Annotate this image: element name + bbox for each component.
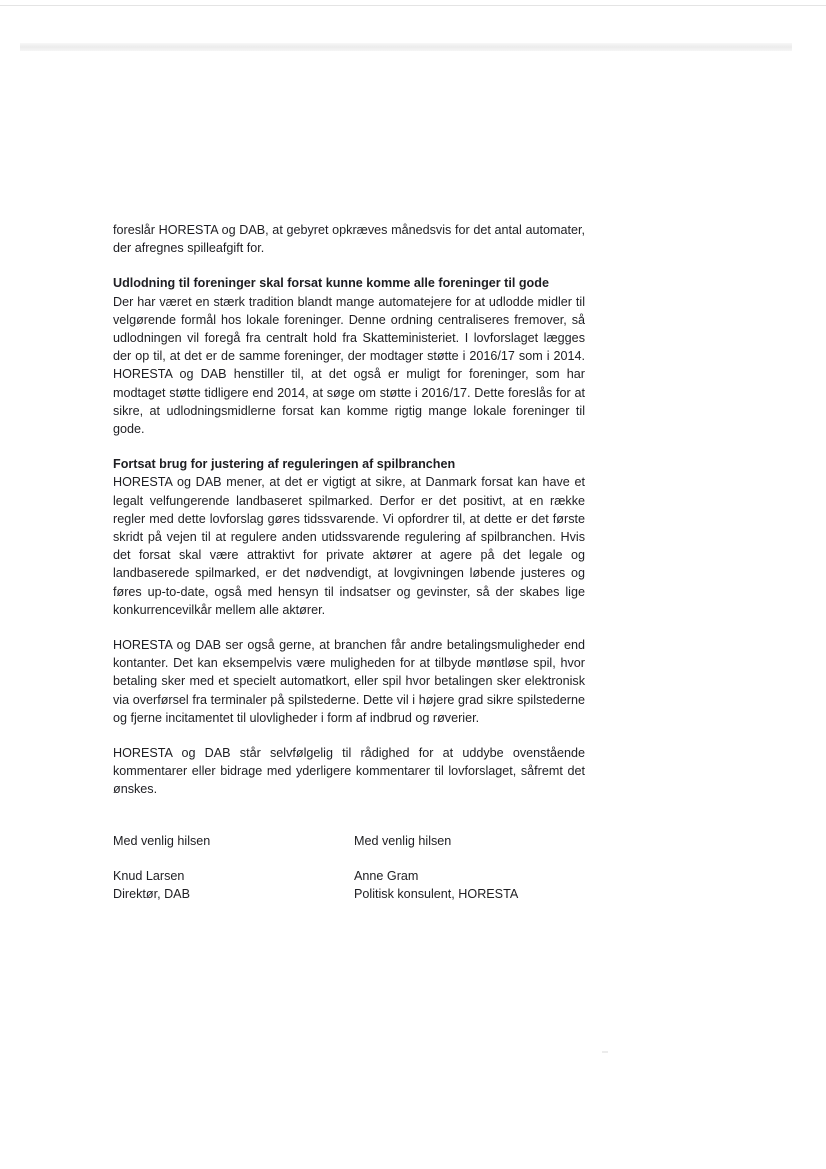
scan-header-band <box>20 43 792 51</box>
spacer <box>113 727 585 744</box>
signature-horesta <box>354 832 594 904</box>
signature-greeting: Med venlig hilsen <box>354 834 452 848</box>
spacer <box>113 438 585 455</box>
spacer <box>113 619 585 636</box>
section-heading-udlodning: Udlodning til foreninger skal forsat kunne komme alle foreninger til gode <box>113 276 549 291</box>
letter-body <box>113 221 585 799</box>
paragraph-closing: HORESTA og DAB står selvfølgelig til rådighed for at uddybe ovenstående kommentarer eller bidrage med yderligere kommentarer til lovforslaget, såfremt det ønskes. <box>113 746 585 797</box>
signature-greeting: Med venlig hilsen <box>113 834 211 848</box>
section-paragraph-udlodning: Der har været en stærk tradition blandt mange automatejere for at udlodde midler til velgørende formål hos lokale foreninger. Denne ordning centraliseres fremover, så udlodningen vil foregå fra centralt hold fra Skatteministeriet. I lovforslaget lægges der op til, at det er de samme foreninger, der modtager støtte i 2016/17 som i 2014. HORESTA og DAB henstiller til, at det også er muligt for foreninger, som har modtaget støtte tidligere end 2014, at søge om støtte i 2016/17. Dette foreslås for at sikre, at udlodningsmidlerne forsat kan komme rigtig mange lokale foreninger til gode. <box>113 294 585 437</box>
intro-paragraph: foreslår HORESTA og DAB, at gebyret opkræves månedsvis for det antal automater, der afregnes spilleafgift for. <box>113 223 585 256</box>
spacer <box>113 850 343 867</box>
scan-artifact <box>602 1051 608 1053</box>
signature-title: Politisk konsulent, HORESTA <box>354 887 519 902</box>
spacer <box>113 257 585 274</box>
top-rule-divider <box>0 5 826 6</box>
signature-dab <box>113 832 343 904</box>
section-heading-regulering: Fortsat brug for justering af reguleringen af spilbranchen <box>113 457 456 472</box>
signature-name: Anne Gram <box>354 869 419 884</box>
signature-name: Knud Larsen <box>113 869 185 884</box>
signature-title: Direktør, DAB <box>113 887 190 902</box>
section-paragraph-regulering: HORESTA og DAB mener, at det er vigtigt at sikre, at Danmark forsat kan have et legalt velfungerende landbaseret spilmarked. Derfor er det positivt, at en række regler med dette lovforslag gøres tidssvarende. Vi opfordrer til, at dette er det første skridt på vejen til at regulere anden utidssvarende regulering af spilbranchen. Hvis det forsat skal være attraktivt for private aktører at agere på det legale og landbaserede spilmarked, er det nødvendigt, at lovgivningen løbende justeres og føres up-to-date, også med hensyn til indsatser og gevinster, så der skabes lige konkurrencevilkår mellem alle aktører. <box>113 475 585 617</box>
spacer <box>354 850 594 867</box>
paragraph-betalingsmuligheder: HORESTA og DAB ser også gerne, at branchen får andre betalingsmuligheder end kontanter. Det kan eksempelvis være muligheden for at tilbyde møntløse spil, hvor betaling sker med et specielt automatkort, eller spil hvor betalingen sker elektronisk via overførsel fra terminaler på spilstederne. Dette vil i højere grad sikre spilstederne og fjerne incitamentet til ulovligheder i form af indbrud og røverier. <box>113 638 585 725</box>
